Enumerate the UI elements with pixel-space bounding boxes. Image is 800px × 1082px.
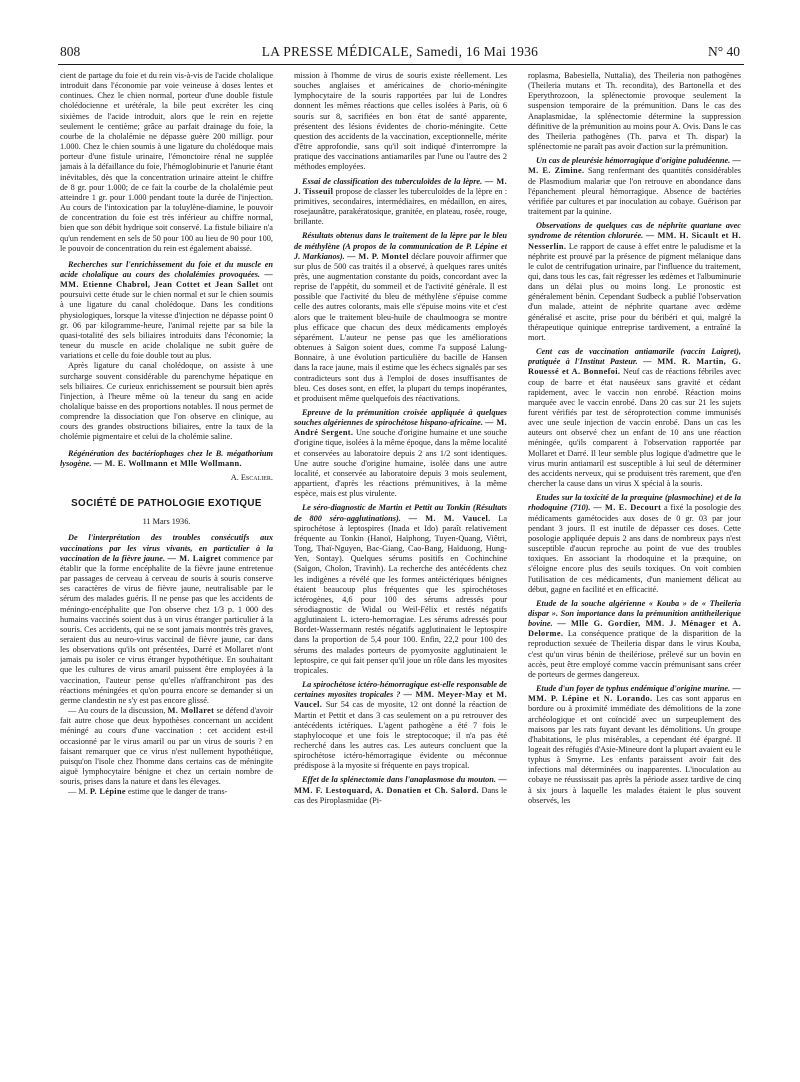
- article-title: Un cas de pleurésie hémorragique d'origine paludéenne.: [536, 156, 731, 166]
- article-authors: — MM. Meyer-May et M. Vaucel.: [294, 690, 507, 710]
- paragraph: [60, 533, 273, 706]
- article-authors: — M. E. Decourt: [593, 503, 662, 513]
- article-body: se défend d'avoir fait autre chose que deux hypothèses concernant un accident méningé au cours d'une vaccination : cet accident est-il occasionné par le virus amaril ou par un virus de souris ? en faisant remarquer que ce virus n'est nullement hypothétique, puisqu'on l'isole chez l'homme dans certains cas de méningite aiguë lymphocytaire bénigne et chez un certain nombre de souris, prises dans la nature et dans les élevages.: [60, 706, 273, 787]
- paragraph: [528, 493, 741, 595]
- article-title: Essai de classification des tuberculoïdes de la lèpre.: [302, 176, 483, 186]
- running-header: [60, 44, 740, 64]
- article-title: Cent cas de vaccination antiamarile (vaccin Laigret), pratiquée à l'Institut Pasteur.: [528, 347, 741, 367]
- article-body: Les cas sont apparus en bordure ou à proximité immédiate des démolitions de la zone archéologique et ont coïncidé avec un surpeuplement des maisons par les rats fuyant devant les démolitions. Un groupe d'habitations, le plus misérables, a cependant été épargné. Il logeait des réfugiés d'Asie-Mineure dont la plupart avaient eu le typhus à Smyrne. Les enfants paraissent avoir fait des infections mal déterminées ou inapparentes. L'inoculation au cobaye ne réussissait pas après la période assez tardive de cinq à six jours à laquelle les malades étaient le plus souvent observés, les: [528, 694, 741, 805]
- paragraph: [294, 503, 507, 676]
- article-authors: P. Lépine: [89, 787, 126, 797]
- session-date: 11 Mars 1936.: [142, 517, 191, 527]
- article-title: Recherches sur l'enrichissement du foie et du muscle en acide cholalique au cours des cholalémies provoquées.: [60, 259, 273, 279]
- article-authors: — M. E. Wollmann et Mlle Wollmann.: [93, 458, 242, 468]
- reporter-signature: A. Escalier.: [230, 472, 273, 482]
- article-body: La spirochétose à leptospires (Inada et Ido) paraît relativement fréquente au Tonkin (Hanoï, Haïphong, Tuyen-Quang, Viêtri, Tong, Thaï-Nguyen, Bac-Giang, Cao-Bang, Haïduong, Hung-Yen, Sontay). Quelques sérums positifs en Cochinchine (Saïgon, Cholon, Travinh). La recherche des antécédents chez les indigènes a révélé que les formes antéictériques bénignes étaient beaucoup plus fréquentes que les spirochétoses ictérogènes, 4,6 pour 100 des sérums adressés pour sérodiagnostic de Widal ou Weil-Félix et restés négatifs agglutinaient L. ictero-hemorragiae. Les sérums adressés pour Bordet-Wassermann restés négatifs agglutinaient le leptospire dans la proportion de 5,4 pour 100. Enfin, 22,2 pour 100 des sérums des malades porteurs de pyomyosite agglutinaient le leptospire, ce qui fait penser qu'il joue un rôle dans les myosites tropicales.: [294, 513, 507, 675]
- society-heading: SOCIÉTÉ DE PATHOLOGIE EXOTIQUE: [71, 498, 262, 510]
- column-3: [528, 71, 741, 1071]
- article-authors: — M. E. Zimine.: [528, 156, 741, 176]
- article-authors: — MM. H. Sicault et H. Nesserlin.: [528, 231, 741, 251]
- paragraph: [294, 775, 507, 805]
- paragraph: roplasma, Babesiella, Nuttalia), des Theileria non pathogènes (Theileria mutans et Th. recondita), des Bartonella et des Eperythrozoon, la splénectomie provoque seulement la suspension temporaire de la prémunition. Dans le cas des Anaplasmidae, la splénectomie détermine la suppression définitive de la prémunition au moins pour A. Ovis. Dans le cas des Theileria pathogènes (Th. parva et Th. dispar) la splénectomie ne paraît pas avoir d'action sur la prémunition.: [528, 71, 741, 152]
- article-body: a fixé la posologie des médicaments gamétocides aux doses de 0 gr. 03 par jour pendant 3 jours. Il est inutile de dépasser ces doses. Cette posologie appliquée depuis 2 ans dans de nombreux pays n'est susceptible d'aucun reproche au point de vue des troubles toxiques. En associant la rhodoquine et la præquine, on s'éloigne encore plus des seuils toxiques. On voit combien l'utilisation de ces médicaments, d'un maniement délicat au début, gagne en facilité et en efficacité.: [528, 503, 741, 594]
- paragraph: [528, 156, 741, 217]
- article-body: Neuf cas de réactions fébriles avec coup de barre et état nauséeux sans gravité et cédant rapidement, avec le vaccin non enrobé. Réaction moins marquée avec le vaccin enrobé. Dans 20 cas sur 21 les sujets furent vérifiés par test de séroprotection comme immunisés avec une seule injection de vaccin enrobé. Dans un cas les auteurs ont observé chez un enfant de 10 ans une réaction méningée, qu'ils comparent à l'observation rapportée par Mollaret et Darré. Il leur semble plus logique d'admettre que le virus murin antiamaril est susceptible à lui seul de déterminer des accidents nerveux, qui se produisent très rarement, que d'en chercher la cause dans un virus X spécial à la souris.: [528, 367, 741, 489]
- article-body: estime que le danger de trans-: [128, 787, 228, 797]
- paragraph: cient de partage du foie et du rein vis-à-vis de l'acide cholalique introduit dans l'économie par voie veineuse à doses lentes et continues. Chez le chien normal, porteur d'une double fistule cholédocienne et urétérale, la bile peut excréter les cinq sixièmes de l'acide introduit, alors que le rein en rejette seulement le centième; grâce au parfait drainage du foie, la courbe de la cholalémie ne dépasse guère 200 milligr. pour 1.000. Chez le chien soumis à une ligature du cholédoque mais porteur d'une fistule urinaire, l'émonctoire rénal ne supplée jamais à la défaillance du foie, l'hémoglobinurie et l'anurie étant inévitables, dès que la concentration urinaire atteint le chiffre de 8 gr. pour 1.000; de ce fait la courbe de la cholalémie peut atteindre 1 gr. pour 1.000 pendant toute la durée de l'injection. Au cours de l'intoxication par la toluylène-diamine, le pouvoir de concentration du foie est très inférieur au chiffre normal, bien que son débit hydrique soit conservé. La fistule biliaire n'a qu'un rendement en sels de 50 pour 100 au lieu de 90 pour 100, le pouvoir de concentration du rein est également abaissé.: [60, 71, 273, 253]
- article-body: Sur 54 cas de myosite, 12 ont donné la réaction de Martin et Pettit et dans 3 cas seulement on a pu retrouver des antécédents ictériques. L'agent pathogène a été 7 fois le staphylocoque et une fois le streptocoque; il n'a pas été recherché dans les autres cas. Les auteurs concluent que la spirochétose ictéro-hémorragique évidente ou méconnue prédispose à la myosite si fréquente en pays tropical.: [294, 700, 507, 771]
- paragraph: [60, 787, 273, 797]
- paragraph: [528, 684, 741, 806]
- column-2: [294, 71, 507, 1071]
- lead-text: — Au cours de la discussion,: [68, 706, 166, 716]
- header-rule: [58, 64, 744, 65]
- article-authors: — MM. F. Lestoquard, A. Donatien et Ch. Salord.: [294, 775, 507, 795]
- article-body: ont poursuivi cette étude sur le chien normal et sur le chien soumis à une ligature du canal cholédoque. Dans les conditions physiologiques, lorsque la vitesse d'injection ne dépasse point 0 gr. 06 par kilogramme-heure, l'animal rejette par sa bile la quasi-totalité des sels biliaires introduits dans l'économie; la teneur du muscle en acide cholalique ne subit guère de variations et celle du foie double tout au plus.: [60, 280, 273, 361]
- paragraph: [60, 260, 273, 362]
- paragraph: mission à l'homme de virus de souris existe réellement. Les souches anglaises et américaines de chorio-méningite lymphocytaire de la souris rapportées par lui de Londres donnent les mêmes réactions que celles isolées à Paris, où 6 souris sur 8, sacrifiées en bon état de santé apparente, présentent des lésions évidentes de chorio-méningite. Cette question des accidents de la vaccination, exceptionnelle, mérite d'être approfondie, sans qu'il soit indiqué d'interrompre la pratique des vaccinations antiamariles par l'une ou l'autre des 2 méthodes employées.: [294, 71, 507, 172]
- article-title: Régénération des bactériophages chez le B. mégathorium lysogène.: [60, 448, 273, 468]
- paragraph: [60, 706, 273, 787]
- article-title: Etude d'un foyer de typhus endémique d'origine murine.: [536, 684, 731, 694]
- paragraph: [528, 347, 741, 489]
- article-authors: — M. André Sergent.: [294, 418, 507, 438]
- paragraph: [528, 221, 741, 343]
- column-1: [60, 71, 273, 1071]
- article-title: Epreuve de la prémunition croisée appliquée à quelques souches algériennes de spirochétose hispano-africaine.: [294, 408, 507, 428]
- article-title: Observations de quelques cas de néphrite quartane avec syndrome de rétention chlorurée.: [528, 221, 741, 241]
- article-body: Une souche d'origine humaine et une souche d'origine tique, isolées à la même époque, dans la même localité et conservées au laboratoire depuis 2 ans 1/2 sont identiques. Une autre souche d'origine humaine, isolée dans une autre localité, et conservée au laboratoire depuis 3 mois seulement, appartient, d'après les réactions prémunitives, à la même espèce, mais est plus virulente.: [294, 428, 507, 499]
- paragraph: [294, 177, 507, 228]
- article-title: Etude de la souche algérienne « Kouba » de « Theileria dispar ». Son importance dans la prémunition antitheilerique bovine.: [528, 598, 741, 629]
- article-authors: — M. J. Tisseuil: [294, 176, 507, 196]
- article-body: Sang renfermant des quantités considérables de Plasmodium malariæ que l'on retrouve en abondance dans l'épanchement pleural hémorragique. Absence de bactéries vérifiée par cultures et par inoculation au cobaye. Guérison par traitement par la quinine.: [528, 166, 741, 217]
- article-authors: M. Mollaret: [167, 706, 215, 716]
- article-authors: — MM. P. Lépine et N. Lorando.: [528, 684, 741, 704]
- journal-title: LA PRESSE MÉDICALE, Samedi, 16 Mai 1936: [261, 44, 539, 59]
- article-title: Etudes sur la toxicité de la præquine (plasmochine) et de la rhodoquine (710).: [528, 493, 741, 513]
- lead-text: — M.: [68, 787, 88, 797]
- article-body: propose de classer les tuberculoïdes de la lèpre en : primitives, secondaires, intermédiaires, en médaillon, en aires, rosejaunâtre, parakératosique, granitée, en plateau, rosée, rouge, brillante.: [294, 186, 507, 227]
- article-authors: — Mlle G. Gordier, MM. J. Ménager et A. Delorme.: [528, 619, 741, 639]
- article-authors: — MM. R. Martin, G. Rouessé et A. Bonnefoi.: [528, 357, 741, 377]
- article-authors: — MM. Etienne Chabrol, Jean Cottet et Jean Sallet: [60, 269, 273, 290]
- article-title: Le séro-diagnostic de Martin et Pettit au Tonkin (Résultats de 800 séro-agglutinations).: [294, 503, 507, 523]
- article-title: La spirochétose ictéro-hémorragique est-elle responsable de certaines myosites tropicales ?: [294, 680, 507, 700]
- article-authors: — M. M. Vaucel.: [408, 513, 491, 523]
- issue-number: N° 40: [707, 44, 740, 59]
- paragraph: Après ligature du canal cholédoque, on assiste à une surcharge souvent considérable du parenchyme hépatique en sels biliaires. Ce curieux enrichissement se poursuit bien après l'injection, à l'heure même où la teneur du sang en acide cholalique baisse en des proportions notables. Il nous permet de comprendre la dissociation que l'on observe en clinique, au cours des grandes obstructions biliaires, entre la taux de la cholémie pigmentaire et celui de la cholémie saline.: [60, 361, 273, 442]
- paragraph: [294, 231, 507, 404]
- article-body: déclare pouvoir affirmer que sur plus de 500 cas traités il a observé, à quelques rares unités près, une augmentation constante du poids, concordant avec la reprise de l'appétit, du sommeil et de l'activité générale. Il est possible que l'activité du bleu de méthylène s'épuise comme celle des autres colorants, mais elle s'épuise moins vite et c'est alors que le traitement bleu-huile de chaulmoogra se montre plus efficace que chacun des deux médicaments employés séparément. L'auteur ne pense pas que les améliorations obtenues à Saïgon soient dues, comme l'a supposé Lalung-Bonnaire, à une évolution particulière du bacille de Hansen dans la race jaune, mais il estime que les échecs signalés par ses contradicteurs sont dus à l'emploi de doses insuffisantes de bleu. Ces doses sont, en effet, la plupart du temps inopérantes, et produisent même quelquefois des réactivations.: [294, 251, 507, 403]
- paragraph: [60, 449, 273, 469]
- article-authors: — M. Laigret: [167, 553, 222, 563]
- article-title: Effet de la splénectomie dans l'anaplasmose du mouton.: [302, 775, 496, 785]
- article-body: La conséquence pratique de la disparition de la reproduction sexuée de Theileria dispar dans le virus Kouba, c'est qu'un virus bénin de theilériose, prélevé sur un bovin en accès, peut être employé comme vaccin prémunisant sans créer de porteurs de germes dangereux.: [528, 629, 741, 679]
- article-title: De l'interprétation des troubles consécutifs aux vaccinations par les virus vivants, en particulier à la vaccination de la fièvre jaune.: [60, 533, 273, 563]
- paragraph: [528, 599, 741, 680]
- page-number: 808: [60, 44, 81, 59]
- article-body: Dans le cas des Piroplasmidae (Pi-: [294, 785, 507, 805]
- article-authors: — M. P. Montel: [347, 251, 409, 261]
- article-body: Le rapport de cause à effet entre le paludisme et la néphrite est prouvé par la présence de pigment mélanique dans le culot de centrifugation urinaire, par l'influence du traitement, qui, dans tous les cas, fait régresser les œdèmes et l'albuminurie dans un délai plus ou moins long. Le pronostic est généralement bénin. Cependant Sudbeck a publié l'observation d'un malade, atteint de néphrite quartane avec œdème généralisé et ascite, prise pour du béribéri et qui, malgré la thérapeutique quinique entreprise tardivement, a entraîné la mort.: [528, 241, 741, 342]
- article-body: commence par établir que la forme encéphalite de la fièvre jaune entretenue par passages de cerveau à cerveau de souris à souris conserve ses caractères de virus de fièvre jaune, neutralisable par le sérum des malades guéris. Il ne pense pas que les accidents de méningo-encéphalite que l'on observe chez 1/3 p. 1 000 des humains vaccinés soient dus à un virus étranger particulier à la souris. Ces accidents, qui ne se sont jamais montrés très graves, seraient dus au neuro-virus vaccinal de fièvre jaune, car dans les observations qu'ils ont présentées, Darré et Mollaret n'ont jamais pu isoler ce virus étranger hypothétique. En souhaitant que les cultures de virus amaril puissent être employées à la vaccination, l'auteur pense qu'elles n'affranchiront pas des réactions méningées et qu'on pourra encore se demander si un germe clandestin ne s'y est pas encore glissé.: [60, 553, 273, 705]
- paragraph: [294, 680, 507, 771]
- article-title: Résultats obtenus dans le traitement de la lèpre par le bleu de méthylène (A propos de la communication de P. Lépine et J. Markianos).: [294, 231, 507, 261]
- paragraph: [294, 408, 507, 499]
